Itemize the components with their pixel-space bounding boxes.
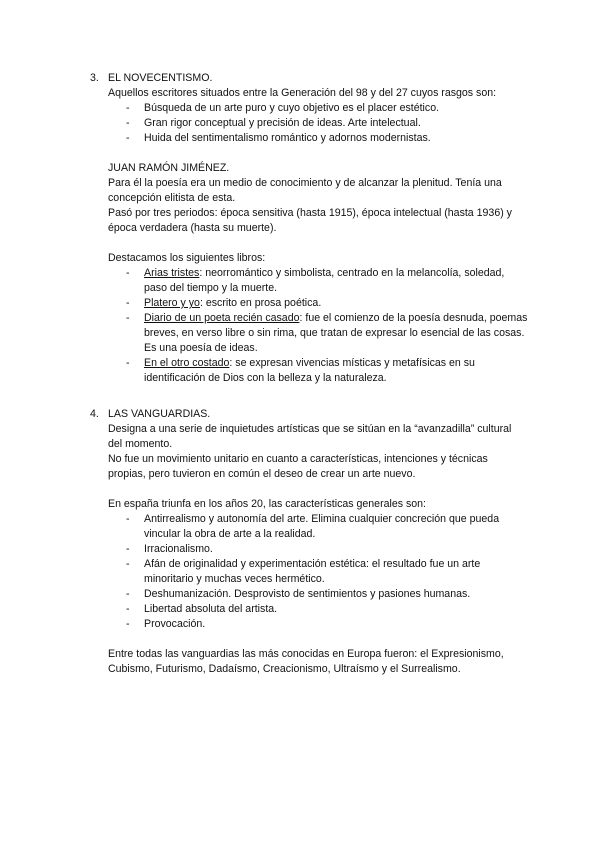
books-intro: Destacamos los siguientes libros:	[108, 252, 266, 264]
closing-paragraph: Entre todas las vanguardias las más conocidas en Europa fueron: el Expresionismo, Cubismo, Futurismo, Dadaísmo, Creacionismo, Ultraísmo y el Surrealismo.	[108, 648, 504, 675]
bullet-dash: -	[126, 117, 130, 129]
list-item: - Provocación.	[126, 618, 206, 630]
author-paragraph-2: Pasó por tres periodos: época sensitiva (hasta 1915), época intelectual (hasta 1936) y época verdadera (hasta su muerte).	[108, 207, 512, 234]
list-item: - Afán de originalidad y experimentación estética: el resultado fue un arte minoritario y muchas veces hermético.	[126, 558, 481, 585]
bullet-dash: -	[126, 603, 130, 615]
bullet-dash: -	[126, 588, 130, 600]
list-item	[108, 311, 528, 356]
section-vanguardias	[90, 407, 530, 677]
book-description: : neorromántico y simbolista, centrado en la melancolía, soledad, paso del tiempo y la muerte.	[144, 267, 505, 294]
list-item: - Deshumanización. Desprovisto de sentimientos y pasiones humanas.	[126, 588, 471, 600]
section-title: EL NOVECENTISMO.	[108, 72, 213, 84]
bullet-dash: -	[126, 357, 130, 369]
list-item	[108, 296, 528, 311]
bullet-dash: -	[126, 267, 130, 279]
book-title: Platero y yo	[144, 297, 200, 309]
section-novecentismo	[90, 71, 530, 386]
author-heading: JUAN RAMÓN JIMÉNEZ.	[108, 162, 230, 174]
bullet-dash: -	[126, 132, 130, 144]
bullet-dash: -	[126, 543, 130, 555]
books-list	[108, 266, 528, 386]
list-item: - Gran rigor conceptual y precisión de ideas. Arte intelectual.	[126, 117, 421, 129]
book-title: Arias tristes	[144, 267, 200, 279]
paragraph-movement: No fue un movimiento unitario en cuanto a características, intenciones y técnicas propias, pero tuvieron en común el deseo de crear un arte nuevo.	[108, 453, 488, 480]
paragraph-definition: Designa a una serie de inquietudes artísticas que se sitúan en la “avanzadilla” cultural del momento.	[108, 423, 512, 450]
list-item: - Búsqueda de un arte puro y cuyo objetivo es el placer estético.	[126, 102, 440, 114]
paragraph-spain: En españa triunfa en los años 20, las características generales son:	[108, 498, 426, 510]
traits-list	[108, 101, 528, 146]
list-item: - Libertad absoluta del artista.	[126, 603, 278, 615]
list-item: - Huida del sentimentalismo romántico y adornos modernistas.	[126, 132, 431, 144]
section-heading	[90, 407, 530, 422]
book-title: Diario de un poeta recién casado	[144, 312, 300, 324]
author-paragraph-1: Para él la poesía era un medio de conocimiento y de alcanzar la plenitud. Tenía una concepción elitista de esta.	[108, 177, 502, 204]
list-item	[108, 356, 528, 386]
list-item: - Antirrealismo y autonomía del arte. Elimina cualquier concreción que pueda vincular la obra de arte a la realidad.	[126, 513, 500, 540]
section-heading	[90, 71, 530, 86]
bullet-dash: -	[126, 618, 130, 630]
bullet-dash: -	[126, 102, 130, 114]
bullet-dash: -	[126, 558, 130, 570]
bullet-dash: -	[126, 312, 130, 324]
section-title: LAS VANGUARDIAS.	[108, 408, 211, 420]
book-description: : fue el comienzo de la poesía desnuda, poemas breves, en verso libre o sin rima, que tratan de expresar lo esencial de las cosas. Es una poesía de ideas.	[144, 312, 528, 354]
list-item	[108, 266, 528, 296]
book-description: : se expresan vivencias místicas y metafísicas en su identificación de Dios con la belleza y la naturaleza.	[144, 357, 475, 384]
book-description: : escrito en prosa poética.	[199, 297, 322, 309]
book-title: En el otro costado	[144, 357, 230, 369]
bullet-dash: -	[126, 513, 130, 525]
list-item: - Irracionalismo.	[126, 543, 213, 555]
section-number: 4.	[90, 408, 99, 420]
bullet-dash: -	[126, 297, 130, 309]
section-number: 3.	[90, 72, 99, 84]
features-list	[108, 512, 528, 632]
intro-paragraph: Aquellos escritores situados entre la Generación del 98 y del 27 cuyos rasgos son:	[108, 87, 497, 99]
